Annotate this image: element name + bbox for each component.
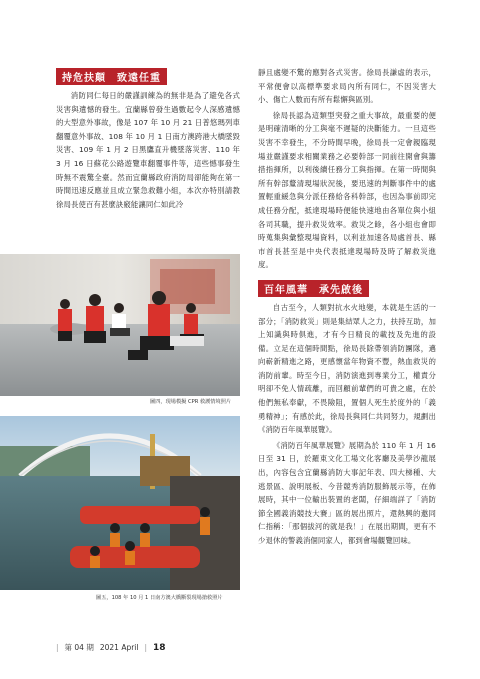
footer-divider-2: | [144,643,147,652]
bridge-rescue-photo [0,416,240,590]
page-number: 18 [153,642,166,653]
issue-date: 2021 April [99,643,139,652]
cpr-photo-caption: 圖四，現場模擬 CPR 救護情境照片 [150,399,232,405]
section-heading-2: 百年風華 承先啟後 [258,280,369,297]
continued-paragraph: 靜且處變不驚的應對各式災害。徐局長謙虛的表示，平常便會以高標準要求局內所有同仁，不因災害大小、傷亡人數而有所有鬆懈與區別。 [258,68,436,105]
section1-paragraph: 消防同仁每日的嚴謹訓練為的無非是為了避免各式災害與遺憾的發生。宜蘭縣曾發生過數起令人深感遺憾的大型意外事故，像是 107 年 10 月 21 日普悠瑪列車翻覆意外事故、108 年 10 月 1 日南方澳跨港大橋墜毀災害、109 年 1 月 2 日黑鷹直升機墜落災害、110 年 3 月 16 日蘇花公路遊覽車翻覆事件等，這些憾事發生時無不震驚全臺。然而宜蘭縣政府消防局卻能夠在第一時間迅速反應並且成立緊急救難小組，本次亦特別請教徐局長使百有甚麼訣竅能讓同仁如此冷 [56,91,240,209]
section2-paragraph-2: 《消防百年風華展覽》展期為於 110 年 1 月 16 日至 31 日，於羅東文化工場文化客廳及美學沙龍展出，內容包含宜蘭縣消防大事記年表、四大梯種、大逃景區、說明展板、今昔競秀消防服飾展示等，在佈展時，其中一位輸出裝置的老闆，仔細端詳了「消防節全國義消競技大賽」區的展出照片，還熱興的邀同仁指稱：「那個拔河的就是我！」在展出期間，更有不少退休的警義消個同家人，都到會場觀覽回味。 [258,440,436,545]
right-column [258,66,436,548]
section-heading-1: 持危扶顛 致遠任重 [56,68,167,85]
issue-number: 第 04 期 [64,643,94,652]
bridge-photo-caption: 圖五，108 年 10 月 1 日南方澳大橋斷裂現場搶救照片 [96,595,223,601]
cpr-photo [0,254,240,396]
page-footer [56,642,166,653]
footer-divider: | [56,643,59,652]
section2-paragraph-1: 自古至今，人類對抗水火地變，本就是生活的一部分；「消防救災」則是集結眾人之力，扶持互助，加上知識與時俱進，才有今日精良的載技及先進的設備。立足在這個時間點，徐局長除帶領消防團隊，邁向嶄新精進之路，更感懷當年物資不豐，熱血救災的消防前輩。時至今日，消防演進到專業分工，權責分明卻不免人情疏離，而回顧前輩們的可貴之處，在於他們無私奉獻，不畏險阻，置個人死生於度外的「義勇精神」；有感於此，徐局長與同仁共同努力，規劃出《消防百年風華展覽》。 [258,302,436,435]
section1-paragraph-2: 徐局長認為這類型突發之重大事故，最重要的便是明確清晰的分工與毫不遲疑的決斷能力。一旦這些災害不幸發生，不分時間早晚，徐局長一定會親臨現場並嚴謹要求相關業務之必要幹部一同前往開會與籌措指揮所，以利後續任務分工與指揮。在第一時間與所有幹部釐清現場狀況後，要迅速的判斷事件中的處置輕重緩急與分派任務給各科幹部，也因為事前即完成任務分配，抵達現場時便能快速地由各單位與小組各司其職，提升救災效率。救災之餘，各小組也會即時蒐集與彙整現場資料，以利並加速各局處首長、縣市首長甚至是中央代表抵達現場時及時了解救災進度。 [258,110,436,270]
left-column [56,66,240,211]
